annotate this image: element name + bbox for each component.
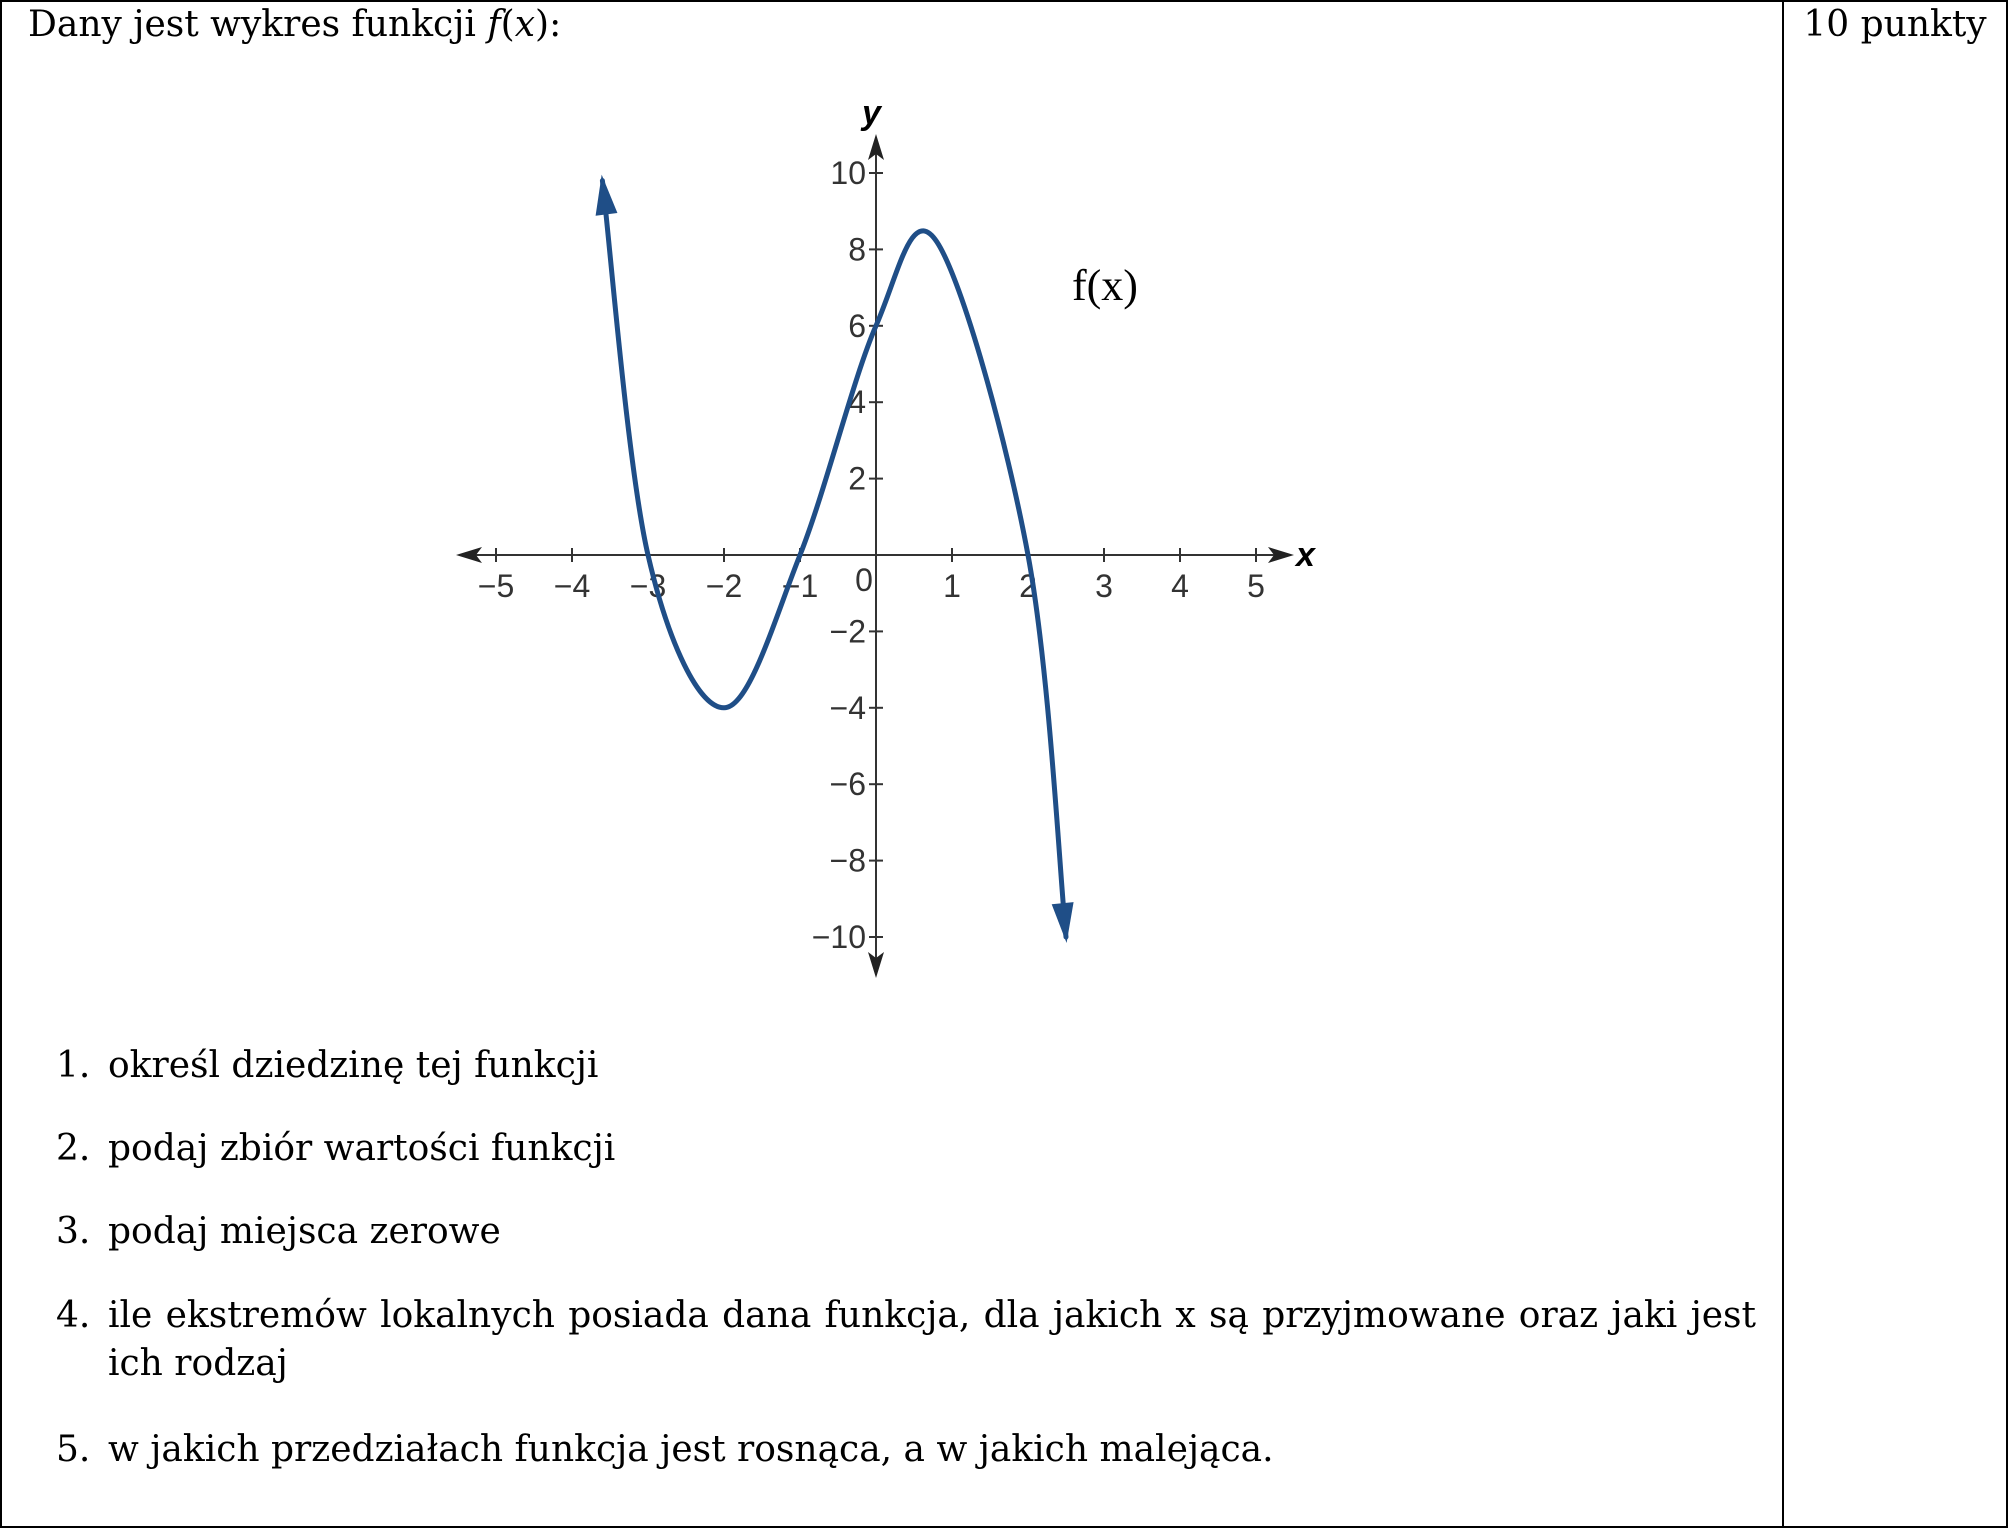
y-axis-label: y [862, 94, 881, 132]
intro-var: x [514, 4, 536, 45]
question-2 [56, 1125, 1756, 1173]
x-tick-label: −1 [781, 568, 819, 604]
x-tick-label: −4 [553, 568, 591, 604]
question-number: 3. [56, 1211, 91, 1252]
question-text: podaj miejsca zerowe [108, 1211, 501, 1252]
x-tick-label: 0 [855, 562, 873, 598]
x-tick-label: −3 [629, 568, 667, 604]
question-text: podaj zbiór wartości funkcji [108, 1128, 616, 1169]
x-tick-label: 1 [943, 568, 961, 604]
question-text: w jakich przedziałach funkcja jest rosnąca, a w jakich malejąca. [108, 1429, 1274, 1470]
question-number: 1. [56, 1045, 91, 1086]
question-text: określ dziedzinę tej funkcji [108, 1045, 599, 1086]
question-number: 5. [56, 1429, 91, 1470]
y-tick-label: −2 [829, 613, 866, 650]
y-tick-label: −8 [829, 842, 866, 879]
intro-paren-open: ( [500, 4, 515, 45]
y-tick-label: 6 [848, 307, 866, 344]
question-number: 4. [56, 1295, 91, 1336]
x-axis-label: x [1296, 536, 1315, 574]
y-tick-label: 2 [848, 460, 866, 497]
x-tick-label: 5 [1247, 568, 1265, 604]
x-tick-label: 4 [1171, 568, 1189, 604]
question-number: 2. [56, 1128, 91, 1169]
y-tick-label: 8 [848, 231, 866, 268]
function-curve [602, 181, 1066, 937]
question-1 [56, 1042, 1756, 1090]
question-5 [56, 1426, 1756, 1474]
curve-arrow-down-icon [1052, 902, 1074, 943]
intro-func: f [487, 4, 501, 45]
x-tick-label: −5 [477, 568, 515, 604]
question-text: ile ekstremów lokalnych posiada dana funkcja, dla jakich x są przyjmowane oraz jaki jest ich rodzaj [108, 1295, 1756, 1384]
x-tick-label: 2 [1019, 568, 1037, 604]
question-4 [56, 1292, 1756, 1388]
y-tick-label: 4 [848, 384, 866, 421]
curve-arrow-up-icon [596, 175, 618, 216]
x-tick-label: −2 [705, 568, 743, 604]
function-label: f(x) [1072, 261, 1138, 310]
y-tick-label: −6 [829, 766, 866, 803]
intro-paren-close: ): [535, 4, 562, 45]
intro-text: Dany jest wykres funkcji [28, 4, 488, 45]
points-label: 10 punkty [1803, 4, 1987, 45]
y-tick-label: −10 [811, 919, 866, 955]
y-tick-label: −4 [829, 689, 866, 726]
x-tick-label: 3 [1095, 568, 1113, 604]
axes [456, 134, 1294, 978]
y-tick-label: 10 [830, 155, 866, 191]
question-3 [56, 1208, 1756, 1256]
